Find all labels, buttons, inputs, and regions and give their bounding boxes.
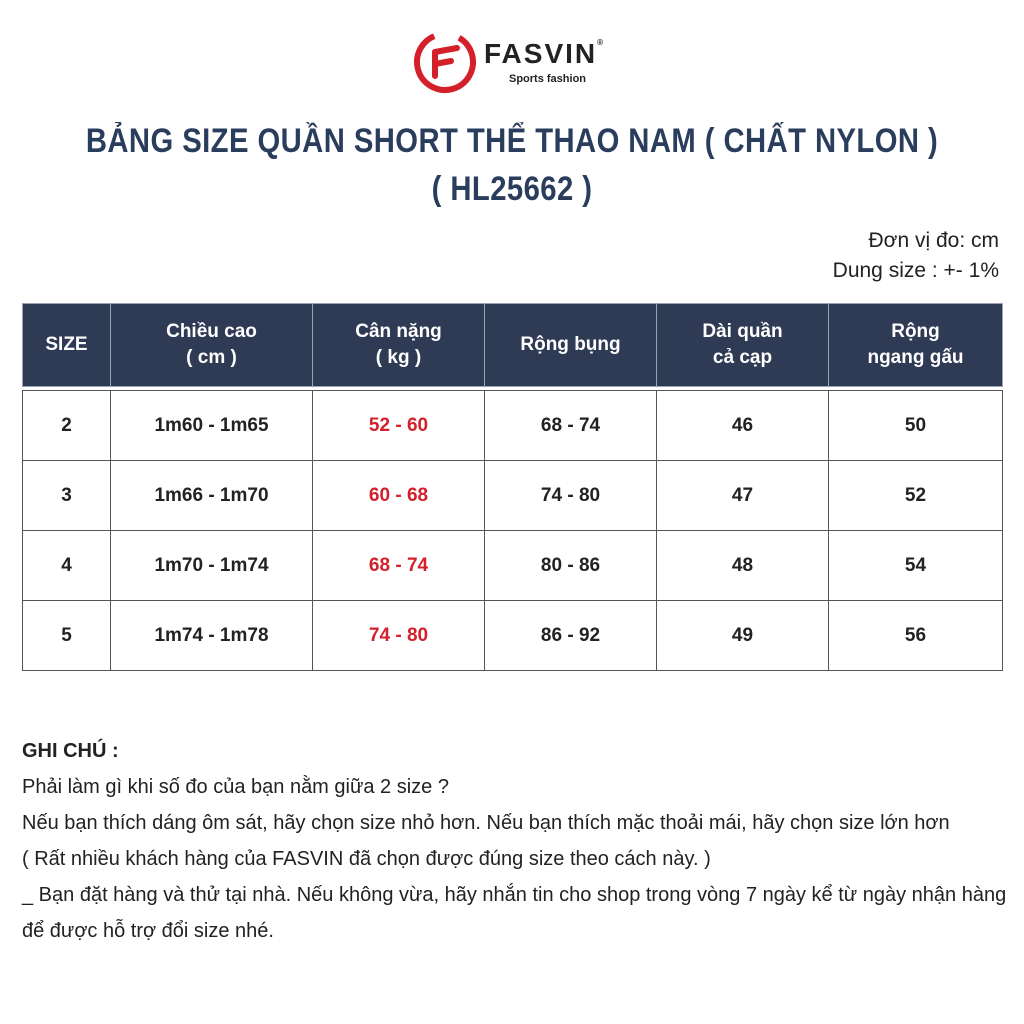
- cell-hem-width: 50: [829, 391, 1003, 461]
- cell-weight: 52 - 60: [313, 391, 485, 461]
- cell-length: 48: [657, 531, 829, 601]
- note-line: ( Rất nhiều khách hàng của FASVIN đã chọn được đúng size theo cách này. ): [22, 848, 711, 870]
- header-waist: Rộng bụng: [485, 304, 657, 387]
- unit-label: Đơn vị đo: cm: [868, 229, 999, 252]
- table-header-row: [23, 304, 1003, 387]
- size-table: [22, 303, 1003, 671]
- cell-waist: 68 - 74: [485, 391, 657, 461]
- cell-size: 2: [23, 391, 111, 461]
- note-line: Phải làm gì khi số đo của bạn nằm giữa 2 size ?: [22, 776, 449, 798]
- cell-size: 4: [23, 531, 111, 601]
- cell-hem-width: 54: [829, 531, 1003, 601]
- cell-height: 1m66 - 1m70: [111, 461, 313, 531]
- brand-name: FASVIN®: [484, 38, 606, 69]
- cell-size: 3: [23, 461, 111, 531]
- note-line: để được hỗ trợ đổi size nhé.: [22, 920, 274, 942]
- cell-length: 46: [657, 391, 829, 461]
- cell-length: 49: [657, 601, 829, 671]
- cell-height: 1m74 - 1m78: [111, 601, 313, 671]
- cell-height: 1m70 - 1m74: [111, 531, 313, 601]
- page-title: BẢNG SIZE QUẦN SHORT THỂ THAO NAM ( CHẤT NYLON ): [85, 122, 939, 160]
- brand-tagline: Sports fashion: [509, 73, 587, 85]
- table-row: [23, 391, 1003, 461]
- fasvin-logo-icon: [413, 30, 477, 94]
- product-code: ( HL25662 ): [431, 170, 593, 208]
- cell-waist: 74 - 80: [485, 461, 657, 531]
- table-row: [23, 531, 1003, 601]
- header-size: SIZE: [23, 304, 111, 387]
- notes-heading: GHI CHÚ :: [22, 740, 119, 762]
- cell-length: 47: [657, 461, 829, 531]
- cell-hem-width: 56: [829, 601, 1003, 671]
- trademark-mark: ®: [597, 38, 606, 47]
- cell-weight: 60 - 68: [313, 461, 485, 531]
- cell-weight: 68 - 74: [313, 531, 485, 601]
- note-line: Nếu bạn thích dáng ôm sát, hãy chọn size nhỏ hơn. Nếu bạn thích mặc thoải mái, hãy chọn size lớn hơn: [22, 812, 950, 834]
- tolerance-label: Dung size : +- 1%: [832, 259, 999, 282]
- table-row: [23, 601, 1003, 671]
- header-height: Chiều cao ( cm ): [111, 304, 313, 387]
- notes-section: [22, 733, 1012, 949]
- cell-size: 5: [23, 601, 111, 671]
- header-hem-width: Rộng ngang gấu: [829, 304, 1003, 387]
- cell-weight: 74 - 80: [313, 601, 485, 671]
- table-row: [23, 461, 1003, 531]
- header-weight: Cân nặng ( kg ): [313, 304, 485, 387]
- cell-hem-width: 52: [829, 461, 1003, 531]
- cell-waist: 86 - 92: [485, 601, 657, 671]
- note-line: _ Bạn đặt hàng và thử tại nhà. Nếu không vừa, hãy nhắn tin cho shop trong vòng 7 ngày kể từ ngày nhận hàng: [22, 884, 1007, 906]
- header-length: Dài quần cả cạp: [657, 304, 829, 387]
- cell-waist: 80 - 86: [485, 531, 657, 601]
- brand-logo: [413, 30, 623, 94]
- cell-height: 1m60 - 1m65: [111, 391, 313, 461]
